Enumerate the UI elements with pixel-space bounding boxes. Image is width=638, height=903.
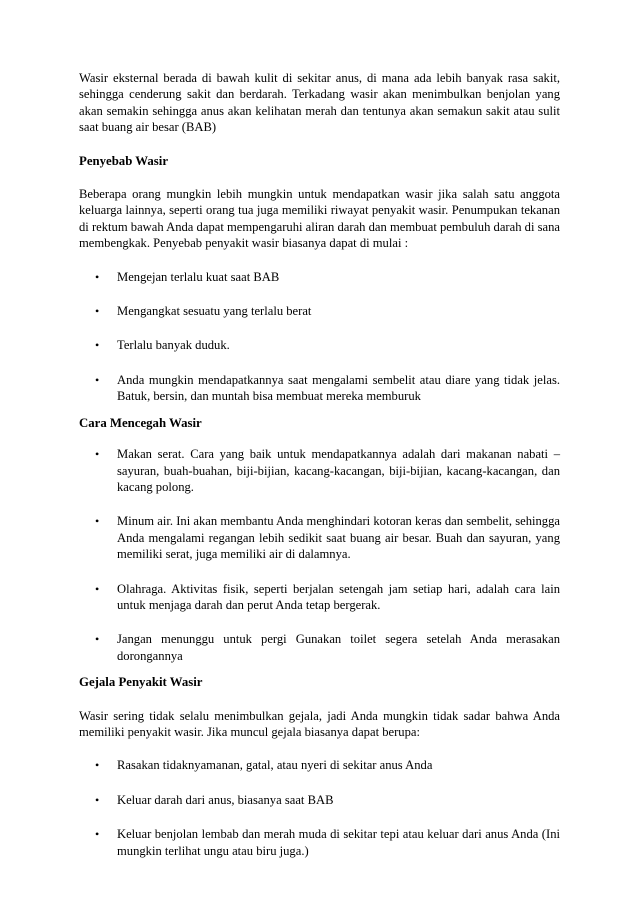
heading-mencegah: Cara Mencegah Wasir <box>79 415 202 430</box>
list-item <box>79 513 560 562</box>
list-item <box>79 372 560 405</box>
bullet-icon: • <box>95 269 100 284</box>
list-item <box>79 631 560 664</box>
list-item-text: Terlalu banyak duduk. <box>117 338 230 353</box>
bullet-icon: • <box>95 758 100 773</box>
list-item-text: Minum air. Ini akan membantu Anda menghindari kotoran keras dan sembelit, sehingga Anda mengalami regangan lebih sedikit saat buang air besar. Buah dan sayuran, yang memiliki serat, juga memiliki air di dalamnya. <box>117 514 560 562</box>
paragraph-gejala: Wasir sering tidak selalu menimbulkan gejala, jadi Anda mungkin tidak sadar bahwa Anda memiliki penyakit wasir. Jika muncul gejala biasanya dapat berupa: <box>79 708 560 739</box>
list-item <box>79 269 560 285</box>
list-item-text: Rasakan tidaknyamanan, gatal, atau nyeri di sekitar anus Anda <box>117 758 433 773</box>
bullet-icon: • <box>95 792 100 807</box>
bullet-icon: • <box>95 514 100 529</box>
heading-penyebab: Penyebab Wasir <box>79 153 168 168</box>
list-item <box>79 581 560 614</box>
intro-paragraph: Wasir eksternal berada di bawah kulit di sekitar anus, di mana ada lebih banyak rasa sakit, sehingga cenderung sakit dan berdarah. Terkadang wasir akan menimbulkan benjolan yang akan semakin sehingga anus akan kelihatan merah dan tentunya akan semakun sakit atau sulit saat buang air besar (BAB) <box>79 71 560 135</box>
list-mencegah <box>79 446 560 664</box>
bullet-icon: • <box>95 447 100 462</box>
list-item <box>79 303 560 319</box>
list-penyebab <box>79 269 560 405</box>
list-item-text: Keluar darah dari anus, biasanya saat BAB <box>117 792 334 807</box>
bullet-icon: • <box>95 581 100 596</box>
list-item-text: Makan serat. Cara yang baik untuk mendapatkannya adalah dari makanan nabati – sayuran, buah-buahan, biji-bijian, kacang-kacangan, biji-bijian, kacang-kacangan, dan kacang polong. <box>117 447 560 494</box>
bullet-icon: • <box>95 827 100 842</box>
list-item <box>79 446 560 495</box>
heading-gejala: Gejala Penyakit Wasir <box>79 675 203 690</box>
list-item <box>79 826 560 859</box>
list-item-text: Mengangkat sesuatu yang terlalu berat <box>117 304 312 319</box>
bullet-icon: • <box>95 632 100 647</box>
list-item <box>79 792 560 808</box>
list-item <box>79 337 560 353</box>
bullet-icon: • <box>95 372 100 387</box>
paragraph-penyebab: Beberapa orang mungkin lebih mungkin untuk mendapatkan wasir jika salah satu anggota keluarga lainnya, seperti orang tua juga memiliki riwayat penyakit wasir. Penumpukan tekanan di rektum bawah Anda dapat mempengaruhi aliran darah dan membuat pembuluh darah di sana membengkak. Penyebab penyakit wasir biasanya dapat di mulai : <box>79 187 560 251</box>
list-item <box>79 757 560 773</box>
list-item-text: Jangan menunggu untuk pergi Gunakan toilet segera setelah Anda merasakan dorongannya <box>117 632 560 663</box>
bullet-icon: • <box>95 338 100 353</box>
list-item-text: Olahraga. Aktivitas fisik, seperti berjalan setengah jam setiap hari, adalah cara lain untuk menjaga darah dan perut Anda tetap bergerak. <box>117 581 560 612</box>
list-item-text: Keluar benjolan lembab dan merah muda di sekitar tepi atau keluar dari anus Anda (Ini mungkin terlihat ungu atau biru juga.) <box>117 827 560 858</box>
bullet-icon: • <box>95 304 100 319</box>
list-item-text: Anda mungkin mendapatkannya saat mengalami sembelit atau diare yang tidak jelas. Batuk, bersin, dan muntah bisa membuat mereka memburuk <box>117 372 560 404</box>
list-gejala <box>79 757 560 859</box>
list-item-text: Mengejan terlalu kuat saat BAB <box>117 269 280 284</box>
